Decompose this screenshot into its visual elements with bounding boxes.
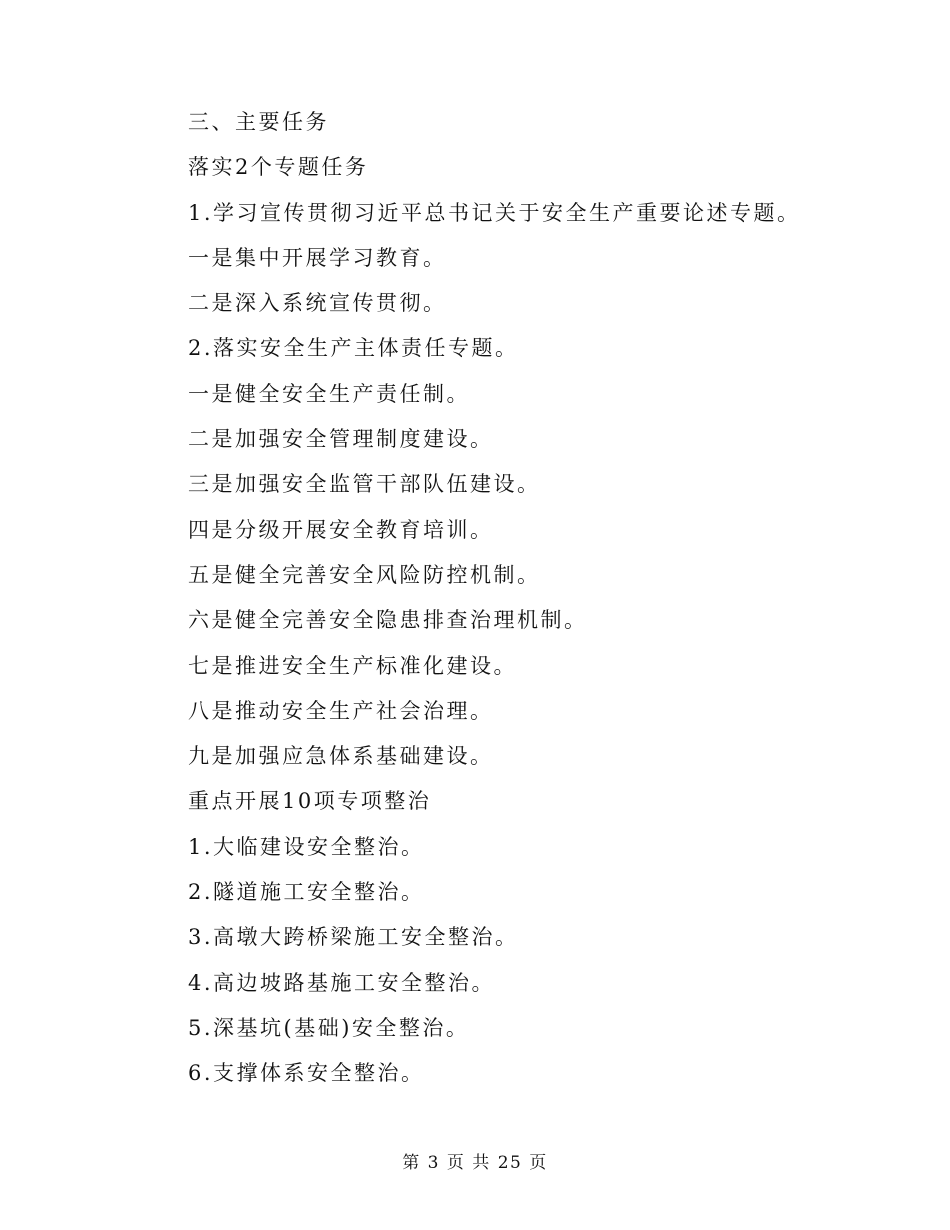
text-line: 二是深入系统宣传贯彻。 (188, 291, 447, 316)
text-line: 2.隧道施工安全整治。 (188, 880, 425, 905)
text-line: 5.深基坑(基础)安全整治。 (188, 1015, 470, 1040)
subsection-heading: 重点开展10项专项整治 (188, 789, 432, 814)
text-line: 六是健全完善安全隐患排查治理机制。 (188, 608, 588, 633)
text-line: 6.支撑体系安全整治。 (188, 1061, 425, 1086)
subsection-heading: 落实2个专题任务 (188, 155, 369, 180)
text-line: 1.大临建设安全整治。 (188, 834, 425, 859)
text-line: 2.落实安全生产主体责任专题。 (188, 336, 519, 361)
text-line: 七是推进安全生产标准化建设。 (188, 653, 517, 678)
section-heading: 三、主要任务 (188, 110, 329, 134)
text-line: 一是集中开展学习教育。 (188, 245, 447, 270)
document-body (188, 104, 908, 1101)
text-line: 二是加强安全管理制度建设。 (188, 427, 494, 452)
text-line: 四是分级开展安全教育培训。 (188, 517, 494, 542)
text-line: 九是加强应急体系基础建设。 (188, 744, 494, 769)
text-line: 1.学习宣传贯彻习近平总书记关于安全生产重要论述专题。 (188, 200, 801, 225)
text-line: 一是健全安全生产责任制。 (188, 381, 470, 406)
text-line: 三是加强安全监管干部队伍建设。 (188, 472, 541, 497)
page-number-footer: 第 3 页 共 25 页 (402, 1153, 548, 1173)
text-line: 4.高边坡路基施工安全整治。 (188, 970, 496, 995)
text-line: 3.高墩大跨桥梁施工安全整治。 (188, 925, 519, 950)
text-line: 八是推动安全生产社会治理。 (188, 698, 494, 723)
text-line: 五是健全完善安全风险防控机制。 (188, 562, 541, 587)
